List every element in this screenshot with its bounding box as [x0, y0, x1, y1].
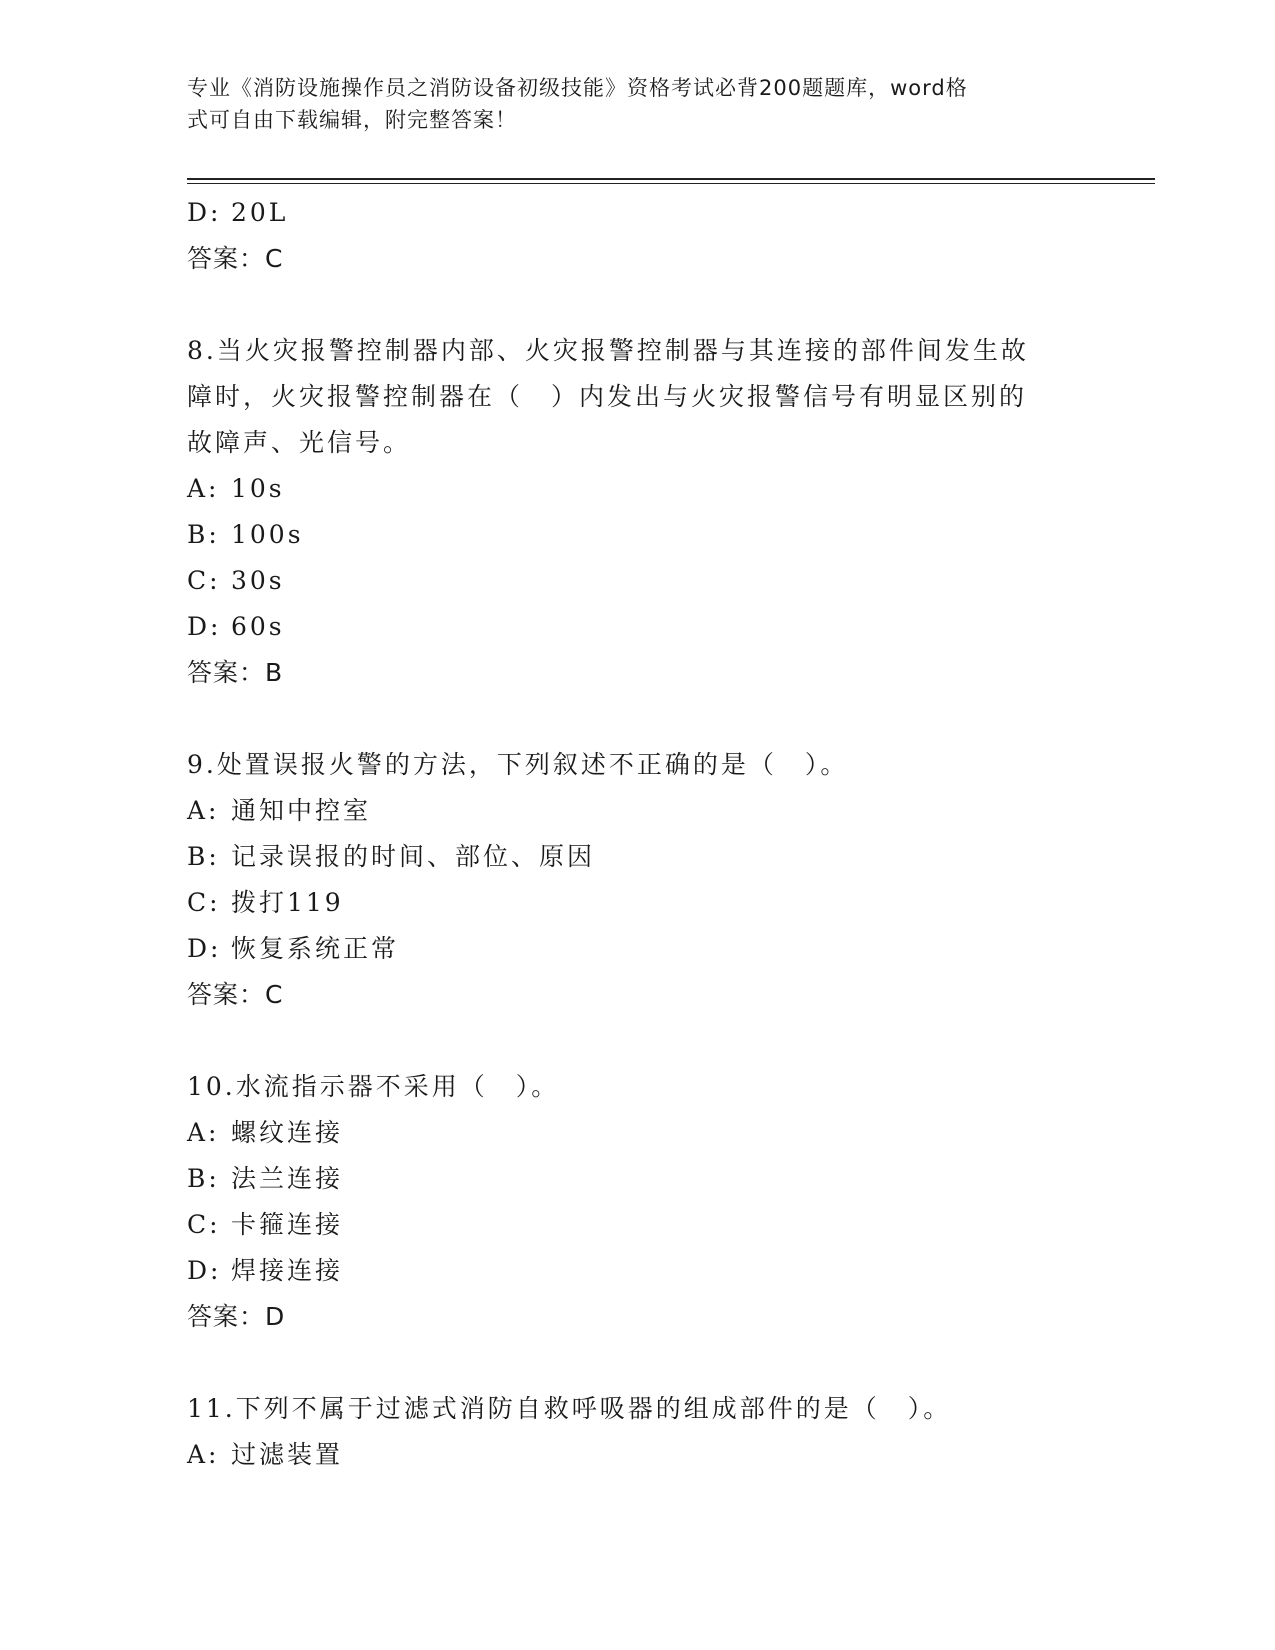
option-text: 10s [231, 474, 285, 503]
answer: 答案：C [187, 980, 284, 1009]
option-key: B: [187, 520, 220, 549]
option-a [187, 788, 1087, 834]
answer: 答案：D [187, 1302, 286, 1331]
option-key: C: [187, 566, 221, 595]
option-d [187, 190, 1087, 236]
option-d [187, 1248, 1087, 1294]
option-key: D: [187, 1256, 222, 1285]
option-text: 法兰连接 [231, 1164, 344, 1193]
option-text: 记录误报的时间、部位、原因 [231, 842, 596, 871]
option-text: 60s [231, 612, 285, 641]
option-key: A: [187, 1118, 220, 1147]
option-a [187, 1432, 1087, 1478]
option-key: A: [187, 1440, 220, 1469]
question-11 [187, 1386, 1087, 1478]
header-line-2: 式可自由下载编辑，附完整答案！ [187, 108, 517, 132]
question-10 [187, 1064, 1087, 1340]
question-9 [187, 742, 1087, 1018]
option-c [187, 558, 1087, 604]
option-d [187, 926, 1087, 972]
question-text-line: 故障声、光信号。 [187, 428, 412, 457]
option-key: B: [187, 1164, 220, 1193]
spacer [187, 696, 1087, 742]
option-text: 卡箍连接 [231, 1210, 344, 1239]
option-a [187, 466, 1087, 512]
option-key: A: [187, 796, 220, 825]
question-list [187, 190, 1087, 1478]
option-key: C: [187, 888, 221, 917]
option-key: C: [187, 1210, 221, 1239]
answer: 答案：C [187, 244, 284, 273]
option-text: 恢复系统正常 [231, 934, 400, 963]
option-key: A: [187, 474, 220, 503]
option-key: D: [187, 198, 222, 227]
option-key: B: [187, 842, 220, 871]
option-text: 过滤装置 [231, 1440, 344, 1469]
question-text-line: 8.当火灾报警控制器内部、火灾报警控制器与其连接的部件间发生故 [187, 336, 1029, 365]
spacer [187, 1340, 1087, 1386]
option-key: D: [187, 934, 222, 963]
header-line-1: 专业《消防设施操作员之消防设备初级技能》资格考试必背200题题库，word格 [187, 76, 968, 100]
option-text: 拨打119 [231, 888, 344, 917]
option-b [187, 834, 1087, 880]
option-text: 30s [231, 566, 285, 595]
option-b [187, 512, 1087, 558]
header-divider-thin [187, 183, 1155, 184]
question-text-line: 11.下列不属于过滤式消防自救呼吸器的组成部件的是（ ）。 [187, 1394, 952, 1423]
option-b [187, 1156, 1087, 1202]
question-text-line: 障时，火灾报警控制器在（ ）内发出与火灾报警信号有明显区别的 [187, 382, 1028, 411]
question-8 [187, 328, 1087, 696]
document-header [187, 72, 1067, 136]
option-text: 通知中控室 [231, 796, 372, 825]
question-text-line: 9.处置误报火警的方法，下列叙述不正确的是（ ）。 [187, 750, 849, 779]
option-d [187, 604, 1087, 650]
question-text-line: 10.水流指示器不采用（ ）。 [187, 1072, 560, 1101]
spacer [187, 282, 1087, 328]
option-c [187, 880, 1087, 926]
answer: 答案：B [187, 658, 284, 687]
option-text: 100s [231, 520, 304, 549]
option-text: 螺纹连接 [231, 1118, 344, 1147]
option-key: D: [187, 612, 222, 641]
option-text: 焊接连接 [231, 1256, 344, 1285]
option-a [187, 1110, 1087, 1156]
spacer [187, 1018, 1087, 1064]
option-text: 20L [231, 198, 289, 227]
option-c [187, 1202, 1087, 1248]
header-divider-thick [187, 178, 1155, 180]
